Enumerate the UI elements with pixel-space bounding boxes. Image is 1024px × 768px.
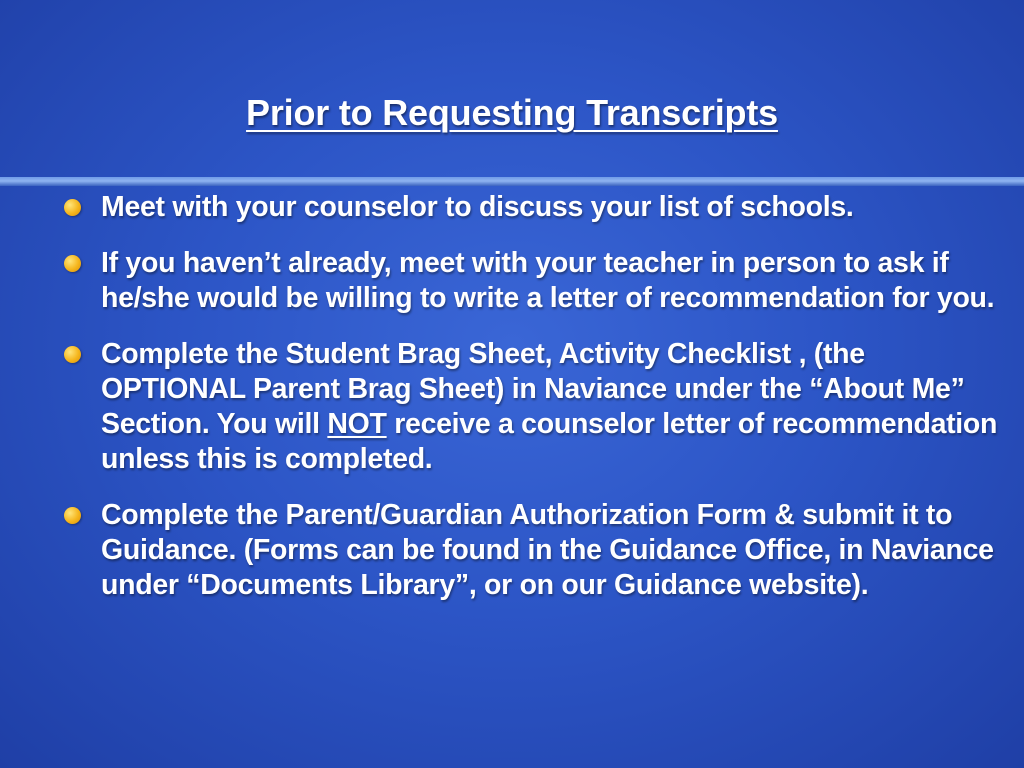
bullet-icon — [64, 199, 81, 216]
bullet-text: Meet with your counselor to discuss your list of schools. — [101, 191, 854, 223]
bullet-text: Complete the Parent/Guardian Authorization Form & submit it to Guidance. (Forms can be found in the Guidance Office, in Naviance under “Documents Library”, or on our Guidance website). — [101, 499, 994, 601]
title-divider — [0, 177, 1024, 186]
bullet-text-after: receive a counselor letter of recommendation unless this is completed. — [101, 408, 998, 475]
bullet-list — [64, 190, 1004, 624]
bullet-icon — [64, 255, 81, 272]
bullet-item-4 — [64, 498, 1004, 603]
slide-title: Prior to Requesting Transcripts — [246, 92, 778, 133]
bullet-text: If you haven’t already, meet with your teacher in person to ask if he/she would be willing to write a letter of recommendation for you. — [101, 247, 995, 314]
bullet-text-before: Complete the Student Brag Sheet, Activity Checklist , (the OPTIONAL Parent Brag Sheet) in Naviance under the “About Me” Section. You will — [101, 338, 965, 440]
bullet-icon — [64, 507, 81, 524]
bullet-item-1 — [64, 190, 1004, 225]
bullet-emphasis: NOT — [327, 408, 387, 440]
bullet-icon — [64, 346, 81, 363]
bullet-item-2 — [64, 246, 1004, 316]
bullet-item-3 — [64, 337, 1004, 477]
